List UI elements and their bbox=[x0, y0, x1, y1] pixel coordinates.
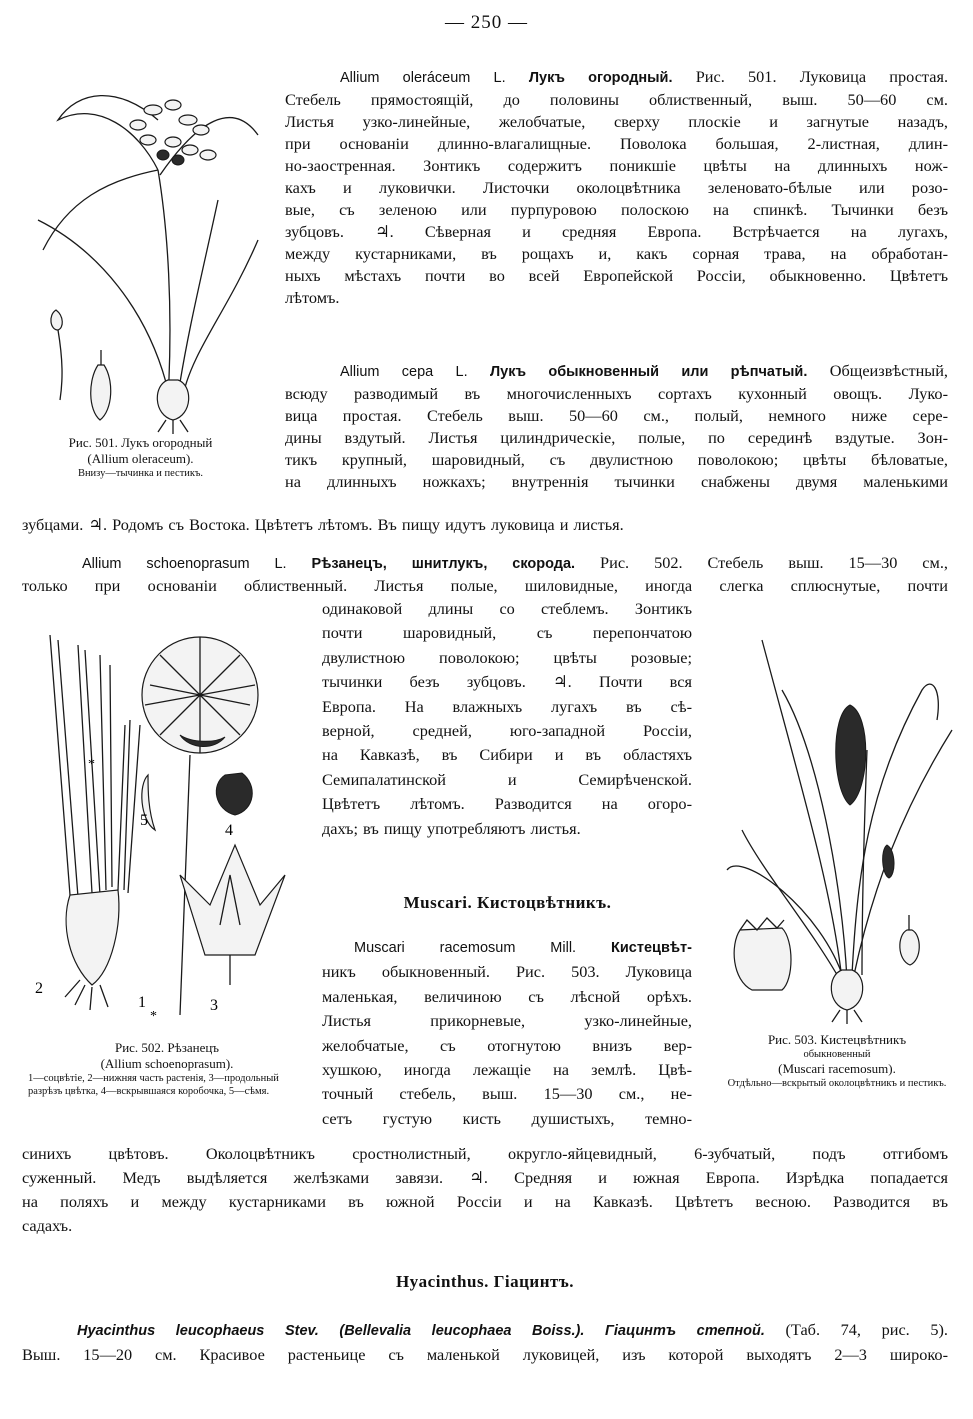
text-line: Общеизвѣстный, bbox=[829, 361, 949, 380]
section-heading: Muscari. Кистоцвѣтникъ. bbox=[403, 893, 612, 912]
figure-503-caption bbox=[712, 1032, 962, 1090]
text-line: (Таб. 74, рис. 5). bbox=[785, 1320, 949, 1339]
text-line: между кустарниками, въ рощахъ и, какъ сорная трава, на обработан- bbox=[285, 244, 948, 263]
text-line: Рис. 502. Стебель выш. 15—30 см., bbox=[600, 553, 948, 572]
text-line: желобчатые, съ отогнутою внизъ вер- bbox=[322, 1035, 692, 1055]
text-line: Стебель прямостоящій, до половины облиственный, выш. 50—60 см. bbox=[285, 90, 948, 109]
figure-502-caption bbox=[22, 1040, 312, 1098]
text-line: тикъ крупный, шаровидный, съ двулистною поволокою; цвѣты бѣловатые, bbox=[285, 450, 948, 469]
species-name: Allium cepa L. bbox=[340, 364, 468, 380]
figure-503-title: Рис. 503. Кистецвѣтникъ bbox=[767, 1032, 907, 1047]
figure-501-latin: (Allium oleraceum). bbox=[87, 451, 194, 466]
text-line: вица простая. Стебель выш. 50—60 см., полый, немного ниже сере- bbox=[285, 406, 948, 425]
entry-allium-schoenoprasum-column bbox=[322, 597, 692, 841]
figure-label: * bbox=[88, 757, 95, 772]
figure-label: 5 bbox=[140, 812, 148, 829]
text-line: маленькая, величиною съ лѣсной орѣхъ. bbox=[322, 986, 692, 1006]
entry-allium-cepa bbox=[285, 360, 948, 493]
text-line: всюду разводимый въ многочисленныхъ сортахъ кухонный овощъ. Луко- bbox=[285, 384, 948, 403]
figure-501-title: Рис. 501. Лукъ огородный bbox=[68, 435, 213, 450]
species-name: Muscari racemosum Mill. bbox=[354, 940, 577, 956]
figure-502-note: 1—соцвѣтіе, 2—нижняя часть растенія, 3—продольный разрѣзъ цвѣтка, 4—вскрывшаяся коробочка, 5—сѣмя. bbox=[28, 1073, 279, 1097]
text-line: одинаковой длины со стеблемъ. Зонтикъ bbox=[322, 599, 692, 618]
text-line: садахъ. bbox=[22, 1216, 73, 1235]
text-line: никъ обыкновенный. Рис. 503. Луковица bbox=[322, 962, 692, 982]
entry-hyacinthus-leucophaeus bbox=[22, 1318, 948, 1367]
section-heading: Hyacinthus. Гіацинтъ. bbox=[395, 1272, 575, 1291]
figure-503-title-2: обыкновенный bbox=[803, 1049, 871, 1060]
figure-501-illustration bbox=[18, 60, 263, 435]
text-line: сетъ густую кисть душистыхъ, темно- bbox=[322, 1108, 692, 1128]
text-line: почти шаровидный, съ перепончатою bbox=[322, 623, 692, 643]
species-name: Allium oleráceum L. bbox=[340, 70, 506, 86]
text-line: зубцами. ♃. Родомъ съ Востока. Цвѣтетъ лѣтомъ. Въ пищу идутъ луковица и листья. bbox=[22, 515, 624, 534]
text-line: зубцовъ. ♃. Сѣверная и средняя Европа. Встрѣчается на лугахъ, bbox=[285, 222, 948, 241]
text-line: Рис. 501. Луковица простая. bbox=[695, 67, 949, 86]
text-line: Семипалатинской и Семирѣченской. bbox=[322, 769, 692, 789]
figure-label: 4 bbox=[225, 822, 233, 839]
species-common-name: Рѣзанецъ, шнитлукъ, скорода. bbox=[311, 556, 576, 572]
text-line: дахъ; въ пищу употребляютъ листья. bbox=[322, 818, 581, 838]
figure-label: * bbox=[150, 1009, 157, 1024]
text-line: но-заостренная. Зонтикъ содержитъ поникшіе цвѣты на длинныхъ нож- bbox=[285, 156, 948, 175]
text-line: лѣтомъ. bbox=[285, 288, 340, 307]
genus-heading-muscari bbox=[330, 893, 685, 913]
text-line: кахъ и луковички. Листочки околоцвѣтника зеленовато-бѣлые или розо- bbox=[285, 178, 948, 197]
text-line: на поляхъ и между кустарниками въ южной Россіи и на Кавказѣ. Цвѣтетъ весною. Разводится въ bbox=[22, 1192, 948, 1211]
page-number: — 250 — bbox=[445, 12, 528, 33]
text-line: Европа. На влажныхъ лугахъ въ сѣ- bbox=[322, 696, 692, 716]
figure-label: 2 bbox=[35, 980, 43, 997]
text-line: при основаніи длинно-влагалищные. Поволока большая, 2-листная, длин- bbox=[285, 134, 948, 153]
figure-502-latin: (Allium schoenoprasum). bbox=[100, 1056, 234, 1071]
text-line: синихъ цвѣтовъ. Околоцвѣтникъ сростнолистный, округло-яйцевидный, 6-зубчатый, подъ отгибомъ bbox=[22, 1144, 948, 1163]
figure-502-title: Рис. 502. Рѣзанецъ bbox=[114, 1040, 220, 1055]
figure-label: 3 bbox=[210, 997, 218, 1014]
text-line: хушкою, иногда лежащіе на землѣ. Цвѣ- bbox=[322, 1060, 692, 1080]
figure-502-illustration bbox=[30, 625, 310, 1030]
figure-503-illustration bbox=[722, 630, 957, 1025]
text-line: ныхъ мѣстахъ почти во всей Европейской Россіи, обыкновенно. Цвѣтетъ bbox=[285, 266, 948, 285]
text-line: точный стебель, выш. 15—30 см., не- bbox=[322, 1084, 692, 1104]
entry-allium-schoenoprasum bbox=[22, 552, 948, 597]
text-line: Выш. 15—20 см. Красивое растеньице съ маленькой луковицей, изъ которой выходятъ 2—3 широко- bbox=[22, 1345, 948, 1364]
genus-heading-hyacinthus bbox=[22, 1272, 948, 1292]
entry-muscari-racemosum-end bbox=[22, 1142, 948, 1238]
species-common-name: Лукъ огородный. bbox=[528, 70, 673, 86]
text-line: Цвѣтетъ лѣтомъ. Разводится на огоро- bbox=[322, 794, 692, 814]
species-common-name: Кистецвѣт- bbox=[611, 940, 692, 956]
species-name: Hyacinthus leucophaeus Stev. (Bellevalia leucophaea Boiss.). Гіацинтъ степной. bbox=[77, 1323, 765, 1339]
text-line: только при основаніи облиственный. Листья полые, шиловидные, иногда слегка сплюснутые, почти bbox=[22, 576, 948, 595]
text-line: верной, средней, юго-западной Россіи, bbox=[322, 721, 692, 741]
text-line: суженный. Медъ выдѣляется желѣзками завязи. ♃. Средняя и южная Европа. Изрѣдка попадается bbox=[22, 1168, 948, 1187]
entry-muscari-racemosum bbox=[322, 935, 692, 1131]
text-line: двулистною поволокою; цвѣты розовые; bbox=[322, 647, 692, 667]
species-name: Allium schoenoprasum L. bbox=[82, 556, 287, 572]
figure-501-caption bbox=[18, 435, 263, 480]
entry-allium-oleraceum bbox=[285, 66, 948, 309]
figure-label: 1 bbox=[138, 994, 146, 1011]
text-line: Листья узко-линейные, желобчатые, сверху плоскіе и загнутые назадъ, bbox=[285, 112, 948, 131]
text-line: на длинныхъ ножкахъ; внутреннія тычинки снабжены двумя маленькими bbox=[285, 472, 948, 491]
entry-allium-cepa-end bbox=[22, 514, 948, 536]
text-line: Листья прикорневые, узко-линейные, bbox=[322, 1011, 692, 1031]
text-line: тычинки безъ зубцовъ. ♃. Почти вся bbox=[322, 672, 692, 692]
species-common-name: Лукъ обыкновенный или рѣпчатый. bbox=[489, 364, 808, 380]
figure-503-latin: (Muscari racemosum). bbox=[778, 1061, 896, 1076]
figure-503-note: Отдѣльно—вскрытый околоцвѣтникъ и пестикъ. bbox=[727, 1078, 947, 1089]
figure-501-note: Внизу—тычинка и пестикъ. bbox=[77, 468, 204, 479]
text-line: на Кавказѣ, въ Сибири и въ областяхъ bbox=[322, 745, 692, 765]
text-line: вые, съ зеленою или пурпуровою полоскою на спинкѣ. Тычинки безъ bbox=[285, 200, 948, 219]
text-line: дины вздутый. Листья цилиндрическіе, полые, по серединѣ вздутые. Зон- bbox=[285, 428, 948, 447]
